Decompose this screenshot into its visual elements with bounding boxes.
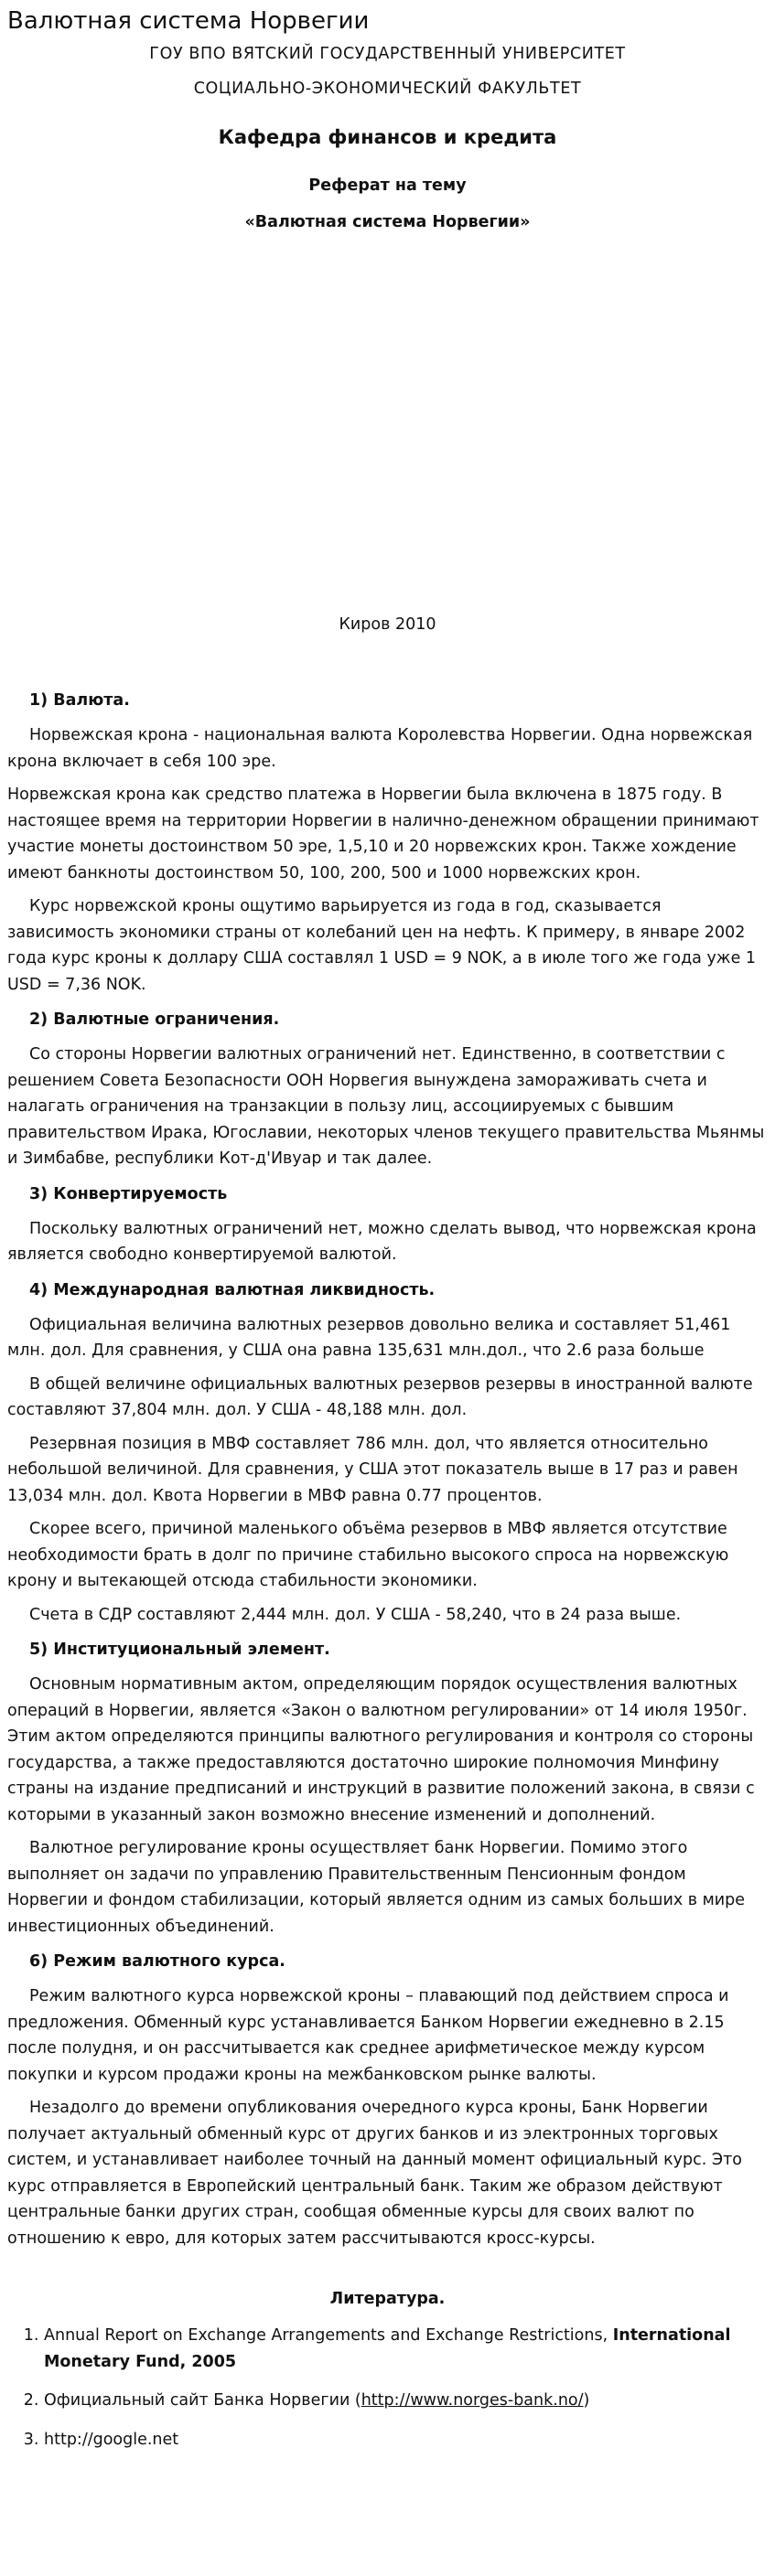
section-heading-liquidity: 4) Международная валютная ликвидность. <box>29 1280 436 1299</box>
paragraph: Скорее всего, причиной маленького объёма резервов в МВФ является отсутствие необходимости брать в долг по причине стабильно высокого спроса на норвежскую крону и вытекающей отсюда стабильности экономики. <box>7 1520 729 1590</box>
paragraph: Норвежская крона как средство платежа в Норвегии была включена в 1875 году. В настоящее время на территории Норвегии в налично-денежном обращении принимают участие монеты достоинством 50 эре, 1,5,10 и 20 норвежских крон. Также хождение имеют банкноты достоинством 50, 100, 200, 500 и 1000 норвежских крон. <box>7 786 759 882</box>
paragraph: Основным нормативным актом, определяющим порядок осуществления валютных операций в Норвегии, является «Закон о валютном регулировании» от 14 июля 1950г. Этим актом определяются принципы валютного регулирования и контроля со стороны государства, а также предоставляются достаточно широкие полномочия Минфину страны на издание предписаний и инструкций в развитие положений закона, в связи с которыми в указанный закон возможно внесение изменений и дополнений. <box>7 1675 755 1824</box>
paragraph: Норвежская крона - национальная валюта Королевства Норвегии. Одна норвежская крона включает в себя 100 эре. <box>7 726 753 771</box>
literature-item: 3. http://google.net <box>44 2427 768 2453</box>
literature-item-prefix: Официальный сайт Банка Норвегии ( <box>44 2391 361 2410</box>
city-year: Киров 2010 <box>339 615 436 634</box>
paragraph: Курс норвежской кроны ощутимо варьируется из года в год, сказывается зависимость экономики страны от колебаний цен на нефть. К примеру, в январе 2002 года курс кроны к доллару США составлял 1 USD = 9 NOK, а в июле того же года уже 1 USD = 7,36 NOK. <box>7 897 757 994</box>
paragraph: Официальная величина валютных резервов довольно велика и составляет 51,461 млн. дол. Для сравнения, у США она равна 135,631 млн.дол., что 2.6 раза больше <box>7 1315 731 1360</box>
faculty-name: СОЦИАЛЬНО-ЭКОНОМИЧЕСКИЙ ФАКУЛЬТЕТ <box>193 80 582 98</box>
literature-title: Литература. <box>329 2290 446 2308</box>
paragraph: В общей величине официальных валютных резервов резервы в иностранной валюте составляют 37,804 млн. дол. У США - 48,188 млн. дол. <box>7 1374 753 1419</box>
paragraph: Со стороны Норвегии валютных ограничений нет. Единственно, в соответствии с решением Совета Безопасности ООН Норвегия вынуждена замораживать счета и налагать ограничения на транзакции в пользу лиц, ассоциируемых с бывшим правительством Ирака, Югославии, некоторых членов текущего правительства Мьянмы и Зимбабве, республики Кот-д'Ивуар и так далее. <box>7 1045 765 1168</box>
section-heading-restrictions: 2) Валютные ограничения. <box>29 1010 280 1029</box>
paragraph: Резервная позиция в МВФ составляет 786 млн. дол, что является относительно небольшой величиной. Для сравнения, у США этот показатель выше в 17 раз и равен 13,034 млн. дол. Квота Норвегии в МВФ равна 0.77 процентов. <box>7 1434 738 1505</box>
paragraph: Валютное регулирование кроны осуществляет банк Норвегии. Помимо этого выполняет он задачи по управлению Правительственным Пенсионным фондом Норвегии и фондом стабилизации, который является одним из самых больших в мире инвестиционных объединений. <box>7 1839 746 1936</box>
document-page <box>0 5 775 2453</box>
literature-item-text: Annual Report on Exchange Arrangements and Exchange Restrictions, <box>44 2326 613 2345</box>
university-name: ГОУ ВПО ВЯТСКИЙ ГОСУДАРСТВЕННЫЙ УНИВЕРСИТЕТ <box>149 45 626 63</box>
paragraph: Незадолго до времени опубликования очередного курса кроны, Банк Норвегии получает актуальный обменный курс от других банков и из электронных торговых систем, и устанавливает наиболее точный на данный момент официальный курс. Это курс отправляется в Европейский центральный банк. Таким же образом действуют центральные банки других стран, сообщая обменные курсы для своих валют по отношению к евро, для которых затем рассчитываются кросс-курсы. <box>7 2099 743 2248</box>
section-heading-institutional: 5) Институциональный элемент. <box>29 1641 330 1659</box>
section-heading-convertibility: 3) Конвертируемость <box>29 1184 228 1203</box>
literature-item <box>44 2323 768 2375</box>
paragraph: Режим валютного курса норвежской кроны – плавающий под действием спроса и предложения. Обменный курс устанавливается Банком Норвегии ежедневно в 2.15 после полудня, и он рассчитывается как среднее арифметическое между курсом покупки и курсом продажи кроны на межбанковском рынке валюты. <box>7 1987 729 2084</box>
norges-bank-link[interactable]: http://www.norges-bank.no/ <box>361 2391 584 2410</box>
literature-list <box>7 2323 768 2453</box>
document-title: Валютная система Норвегии <box>7 7 370 35</box>
title-page-spacer <box>7 232 768 615</box>
report-label: Реферат на тему <box>308 176 467 195</box>
report-topic: «Валютная система Норвегии» <box>244 213 531 231</box>
literature-item <box>44 2388 768 2414</box>
section-heading-currency: 1) Валюта. <box>29 691 130 710</box>
paragraph: Поскольку валютных ограничений нет, можно сделать вывод, что норвежская крона является свободно конвертируемой валютой. <box>7 1219 757 1264</box>
literature-item-suffix: ) <box>583 2391 590 2410</box>
paragraph: Счета в СДР составляют 2,444 млн. дол. У США - 58,240, что в 24 раза выше. <box>29 1605 682 1624</box>
section-heading-exchange-regime: 6) Режим валютного курса. <box>29 1952 285 1971</box>
literature-item-bold: International Monetary Fund, 2005 <box>44 2326 731 2371</box>
department-name: Кафедра финансов и кредита <box>218 126 557 148</box>
